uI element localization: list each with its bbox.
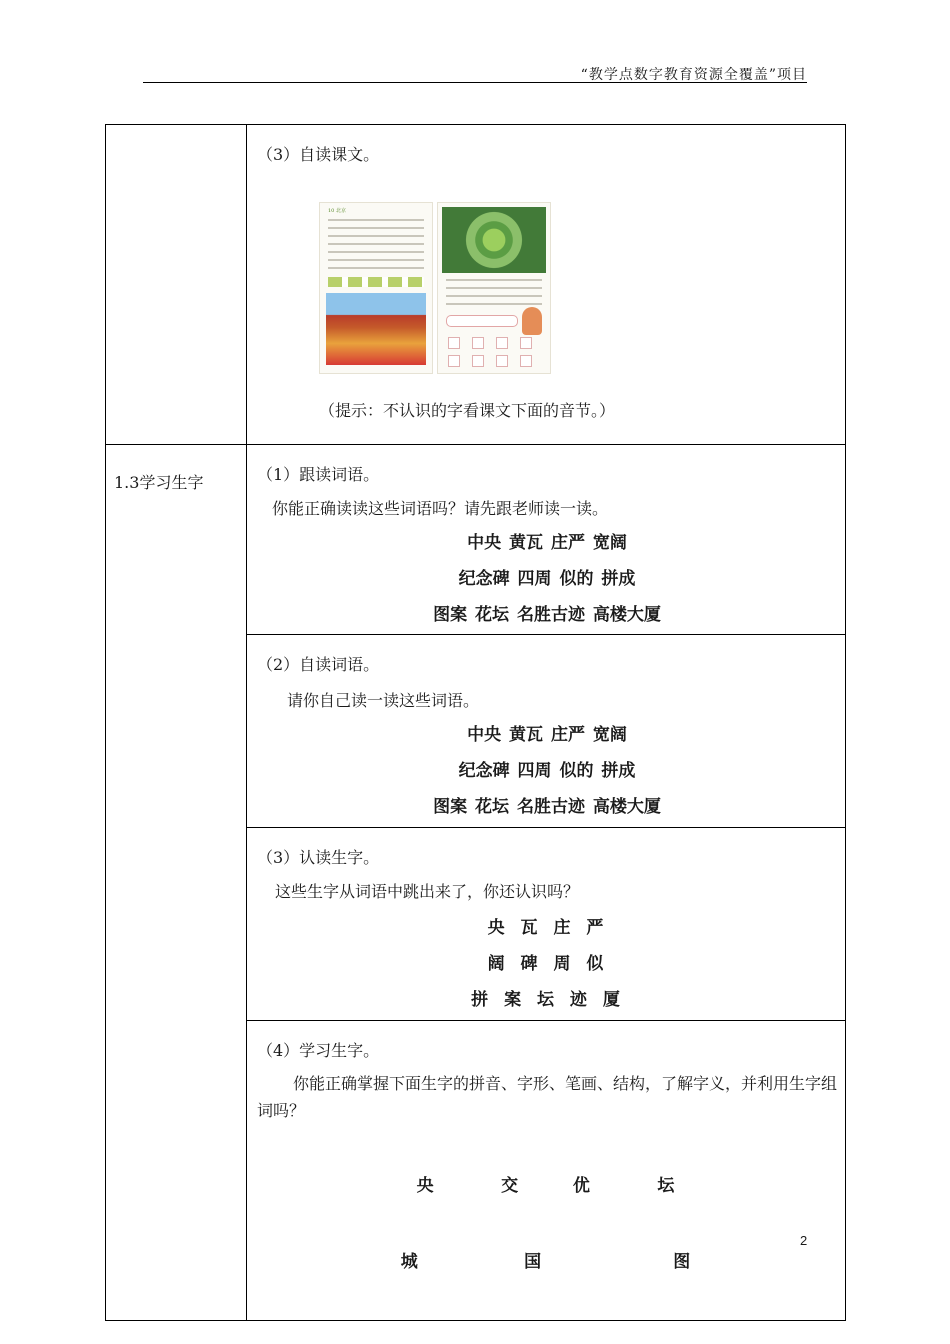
character-line: 央 交 优 坛 <box>416 1176 678 1196</box>
speech-bubble <box>446 315 518 327</box>
content-cell <box>247 635 846 828</box>
character-line: 城 国 图 <box>400 1252 694 1272</box>
content-cell <box>247 828 846 1021</box>
section-cell-empty <box>106 125 247 445</box>
word-list <box>257 525 837 633</box>
step-title: （4）学习生字。 <box>257 1041 380 1060</box>
step-intro: 请你自己读一读这些词语。 <box>287 691 480 710</box>
step-intro: 这些生字从词语中跳出来了，你还认识吗？ <box>275 882 580 901</box>
overpass-photo <box>442 207 546 273</box>
step-title: （3）自读课文。 <box>257 145 380 164</box>
word-line: 图案 花坛 名胜古迹 高楼大厦 <box>433 797 661 817</box>
table-row <box>106 125 846 445</box>
step-title: （2）自读词语。 <box>257 655 380 674</box>
section-label: 1.3学习生字 <box>114 473 204 492</box>
textbook-right-page <box>437 202 551 374</box>
tiananmen-photo <box>326 293 426 365</box>
character-list <box>257 910 837 1018</box>
header-title: “教学点数字教育资源全覆盖”项目 <box>580 67 807 83</box>
character-line: 拼 案 坛 迹 厦 <box>471 990 623 1010</box>
child-illustration <box>522 307 542 335</box>
header-rule <box>143 82 807 83</box>
content-cell <box>247 125 846 445</box>
reading-hint: （提示：不认识的字看课文下面的音节。） <box>319 401 616 420</box>
table-row <box>106 445 846 635</box>
step-intro: 你能正确读读这些词语吗？请先跟老师读一读。 <box>272 499 609 518</box>
content-cell <box>247 445 846 635</box>
step-title: （1）跟读词语。 <box>257 465 380 484</box>
lesson-heading: 10 北京 <box>328 208 346 214</box>
word-line: 中央 黄瓦 庄严 宽阔 <box>467 725 627 745</box>
word-line: 中央 黄瓦 庄严 宽阔 <box>467 533 627 553</box>
character-list <box>257 1128 837 1320</box>
word-line: 纪念碑 四周 似的 拼成 <box>458 761 636 781</box>
textbook-left-page <box>319 202 433 374</box>
word-list <box>257 717 837 825</box>
step-title: （3）认读生字。 <box>257 848 380 867</box>
word-line: 纪念碑 四周 似的 拼成 <box>458 569 636 589</box>
content-cell <box>247 1021 846 1321</box>
lesson-table <box>105 124 846 1321</box>
character-line: 央 瓦 庄 严 <box>487 918 607 938</box>
step-intro: 你能正确掌握下面生字的拼音、字形、笔画、结构，了解字义，并利用生字组词吗？ <box>257 1074 838 1120</box>
word-line: 图案 花坛 名胜古迹 高楼大厦 <box>433 605 661 625</box>
character-line: 阔 碑 周 似 <box>487 954 607 974</box>
section-cell <box>106 445 247 1321</box>
page-number: 2 <box>800 1233 808 1248</box>
textbook-page-image <box>319 202 551 374</box>
